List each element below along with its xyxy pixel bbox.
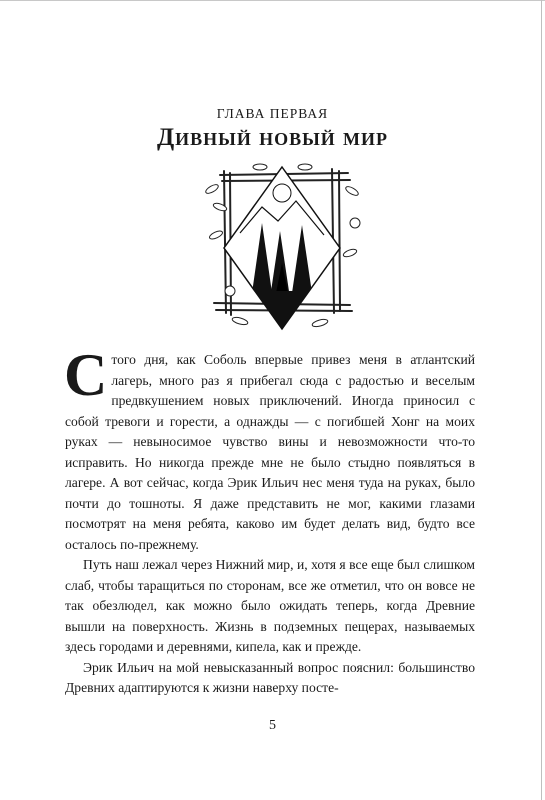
page-border-top xyxy=(0,0,545,1)
forest-mountain-frame-illustration xyxy=(200,163,365,338)
drop-cap-letter: С xyxy=(64,342,108,408)
paragraph-2: Путь наш лежал через Нижний мир, и, хотя я все еще был слишком слаб, чтобы таращиться по сторонам, все же отметил, что он вовсе не так обезлюдел, как можно было ожидать теперь, когда Древние вышли на поверхность. Жизнь в подземных пещерах, называемых здесь городами и деревнями, кипела, как и прежде. xyxy=(65,557,475,654)
page-number: 5 xyxy=(269,718,276,733)
paragraph-1-text: того дня, как Соболь впервые привез меня в атлантский лагерь, много раз я прибегал сюда с радостью и веселым предвкушением новых приключений. Иногда приносил с собой тревоги и горести, а однажды — с погибшей Хонг на моих руках — невыносимое чувство вины и невозможности что-то исправить. Но никогда прежде мне не было стыдно появляться в лагере. А вот сейчас, когда Эрик Ильич нес меня туда на руках, было почти до тошноты. Я даже представить не мог, какими глазами посмотрят на меня ребята, каково им будет делать вид, будто все осталось по-прежнему. xyxy=(65,352,475,552)
chapter-text xyxy=(64,342,475,699)
chapter-title: Дивный новый мир xyxy=(156,124,389,151)
paragraph-1 xyxy=(64,342,475,555)
paragraph-3: Эрик Ильич на мой невысказанный вопрос пояснил: большинство Древних адаптируются к жизни наверху посте- xyxy=(65,659,475,695)
chapter-label: ГЛАВА ПЕРВАЯ xyxy=(216,106,329,121)
